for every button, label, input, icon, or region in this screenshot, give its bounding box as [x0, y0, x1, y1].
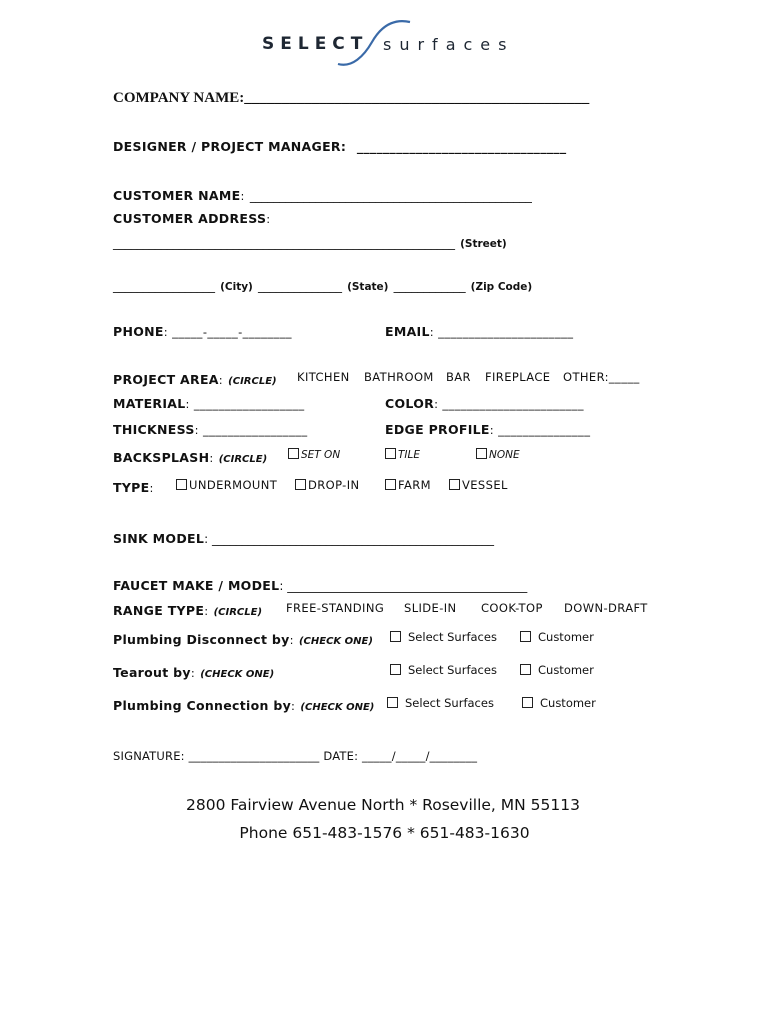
option-bathroom[interactable]: BATHROOM: [364, 370, 434, 384]
plumbing-disconnect-customer[interactable]: Customer: [520, 630, 594, 644]
color-label: COLOR: [385, 396, 435, 411]
plumbing-connection-row: Plumbing Connection by: (CHECK ONE): [113, 698, 375, 713]
range-down-draft[interactable]: DOWN-DRAFT: [564, 601, 648, 615]
street-blank[interactable]: _________________________________________________________: [113, 236, 455, 250]
sink-model-blank[interactable]: : _______________________________________________: [204, 532, 494, 546]
company-name-row: [113, 90, 589, 107]
thickness-blank[interactable]: : _________________: [194, 423, 308, 437]
logo-word-select: SELECT: [262, 34, 369, 54]
option-kitchen[interactable]: KITCHEN: [297, 370, 350, 384]
type-drop-in[interactable]: DROP-IN: [295, 478, 360, 492]
customer-name-label: CUSTOMER NAME: [113, 188, 241, 203]
customer-address-row: CUSTOMER ADDRESS:: [113, 211, 271, 226]
sink-model-row: [113, 528, 494, 547]
option-fireplace[interactable]: FIREPLACE: [485, 370, 551, 384]
option-bar[interactable]: BAR: [446, 370, 471, 384]
designer-label: DESIGNER / PROJECT MANAGER:: [113, 139, 347, 154]
phone-label: PHONE: [113, 324, 164, 339]
material-blank[interactable]: : __________________: [185, 397, 305, 411]
logo-word-surfaces: surfaces: [383, 35, 515, 54]
thickness-label: THICKNESS: [113, 422, 195, 437]
checkbox-icon: [476, 448, 487, 459]
footer-address: 2800 Fairview Avenue North * Roseville, MN 55113: [186, 796, 580, 814]
plumbing-connection-select-surfaces[interactable]: Select Surfaces: [387, 696, 494, 710]
range-type-row: RANGE TYPE: (CIRCLE): [113, 603, 263, 618]
plumbing-disconnect-row: Plumbing Disconnect by: (CHECK ONE): [113, 632, 373, 647]
option-other[interactable]: OTHER:_____: [563, 370, 640, 384]
phone-blank[interactable]: : _____-_____-________: [163, 325, 292, 339]
footer-phone: Phone 651-483-1576 * 651-483-1630: [239, 824, 530, 842]
type-vessel[interactable]: VESSEL: [449, 478, 508, 492]
city-state-zip-row: _________________ (City) ______________ (State) ____________ (Zip Code): [113, 279, 533, 293]
project-area-row: PROJECT AREA: (CIRCLE): [113, 372, 277, 387]
checkbox-icon: [390, 631, 401, 642]
range-free-standing[interactable]: FREE-STANDING: [286, 601, 385, 615]
backsplash-tile[interactable]: TILE: [385, 448, 420, 461]
backsplash-label: BACKSPLASH: [113, 450, 210, 465]
color-row: [385, 393, 584, 412]
checkbox-icon: [387, 697, 398, 708]
material-label: MATERIAL: [113, 396, 186, 411]
range-type-label: RANGE TYPE: [113, 603, 205, 618]
state-blank[interactable]: ______________: [257, 279, 342, 293]
color-blank[interactable]: : _______________________: [434, 397, 584, 411]
street-row: [113, 232, 507, 251]
customer-address-label: CUSTOMER ADDRESS: [113, 211, 267, 226]
city-blank[interactable]: _________________: [113, 279, 215, 293]
thickness-row: [113, 419, 308, 438]
checkbox-icon: [385, 448, 396, 459]
checkbox-icon: [520, 664, 531, 675]
checkbox-icon: [449, 479, 460, 490]
material-row: [113, 393, 305, 412]
plumbing-connection-label: Plumbing Connection by: [113, 698, 292, 713]
project-area-label: PROJECT AREA: [113, 372, 219, 387]
faucet-row: [113, 575, 527, 594]
email-row: [385, 321, 573, 340]
edge-profile-label: EDGE PROFILE: [385, 422, 490, 437]
range-cook-top[interactable]: COOK-TOP: [481, 601, 543, 615]
signature-date-row[interactable]: SIGNATURE: ______________________ DATE: _____/_____/________: [113, 749, 478, 763]
tearout-customer[interactable]: Customer: [520, 663, 594, 677]
type-undermount[interactable]: UNDERMOUNT: [176, 478, 277, 492]
plumbing-disconnect-select-surfaces[interactable]: Select Surfaces: [390, 630, 497, 644]
tearout-label: Tearout by: [113, 665, 191, 680]
customer-name-row: CUSTOMER NAME: _______________________________________________: [113, 188, 532, 203]
email-blank[interactable]: : ______________________: [429, 325, 574, 339]
backsplash-none[interactable]: NONE: [476, 448, 520, 461]
checkbox-icon: [288, 448, 299, 459]
company-name-blank[interactable]: ______________________________________________: [244, 90, 590, 106]
designer-row: [113, 139, 566, 154]
type-row: TYPE:: [113, 480, 154, 495]
phone-row: [113, 321, 292, 340]
plumbing-disconnect-label: Plumbing Disconnect by: [113, 632, 290, 647]
street-hint: (Street): [460, 238, 507, 250]
checkbox-icon: [176, 479, 187, 490]
range-slide-in[interactable]: SLIDE-IN: [404, 601, 457, 615]
faucet-blank[interactable]: : ________________________________________: [279, 579, 528, 593]
tearout-select-surfaces[interactable]: Select Surfaces: [390, 663, 497, 677]
email-label: EMAIL: [385, 324, 430, 339]
sink-model-label: SINK MODEL: [113, 531, 205, 546]
backsplash-set-on[interactable]: SET ON: [288, 448, 340, 461]
zip-blank[interactable]: ____________: [393, 279, 466, 293]
checkbox-icon: [390, 664, 401, 675]
type-farm[interactable]: FARM: [385, 478, 431, 492]
checkbox-icon: [385, 479, 396, 490]
tearout-row: Tearout by: (CHECK ONE): [113, 665, 275, 680]
edge-profile-blank[interactable]: : _______________: [489, 423, 591, 437]
company-name-label: COMPANY NAME:: [113, 90, 245, 106]
checkbox-icon: [520, 631, 531, 642]
customer-name-blank[interactable]: _______________________________________________: [249, 189, 532, 203]
type-label: TYPE: [113, 480, 150, 495]
backsplash-row: BACKSPLASH: (CIRCLE): [113, 450, 268, 465]
checkbox-icon: [522, 697, 533, 708]
designer-blank[interactable]: ________________________________: [356, 139, 567, 154]
checkbox-icon: [295, 479, 306, 490]
faucet-label: FAUCET MAKE / MODEL: [113, 578, 280, 593]
edge-profile-row: [385, 419, 590, 438]
plumbing-connection-customer[interactable]: Customer: [522, 696, 596, 710]
